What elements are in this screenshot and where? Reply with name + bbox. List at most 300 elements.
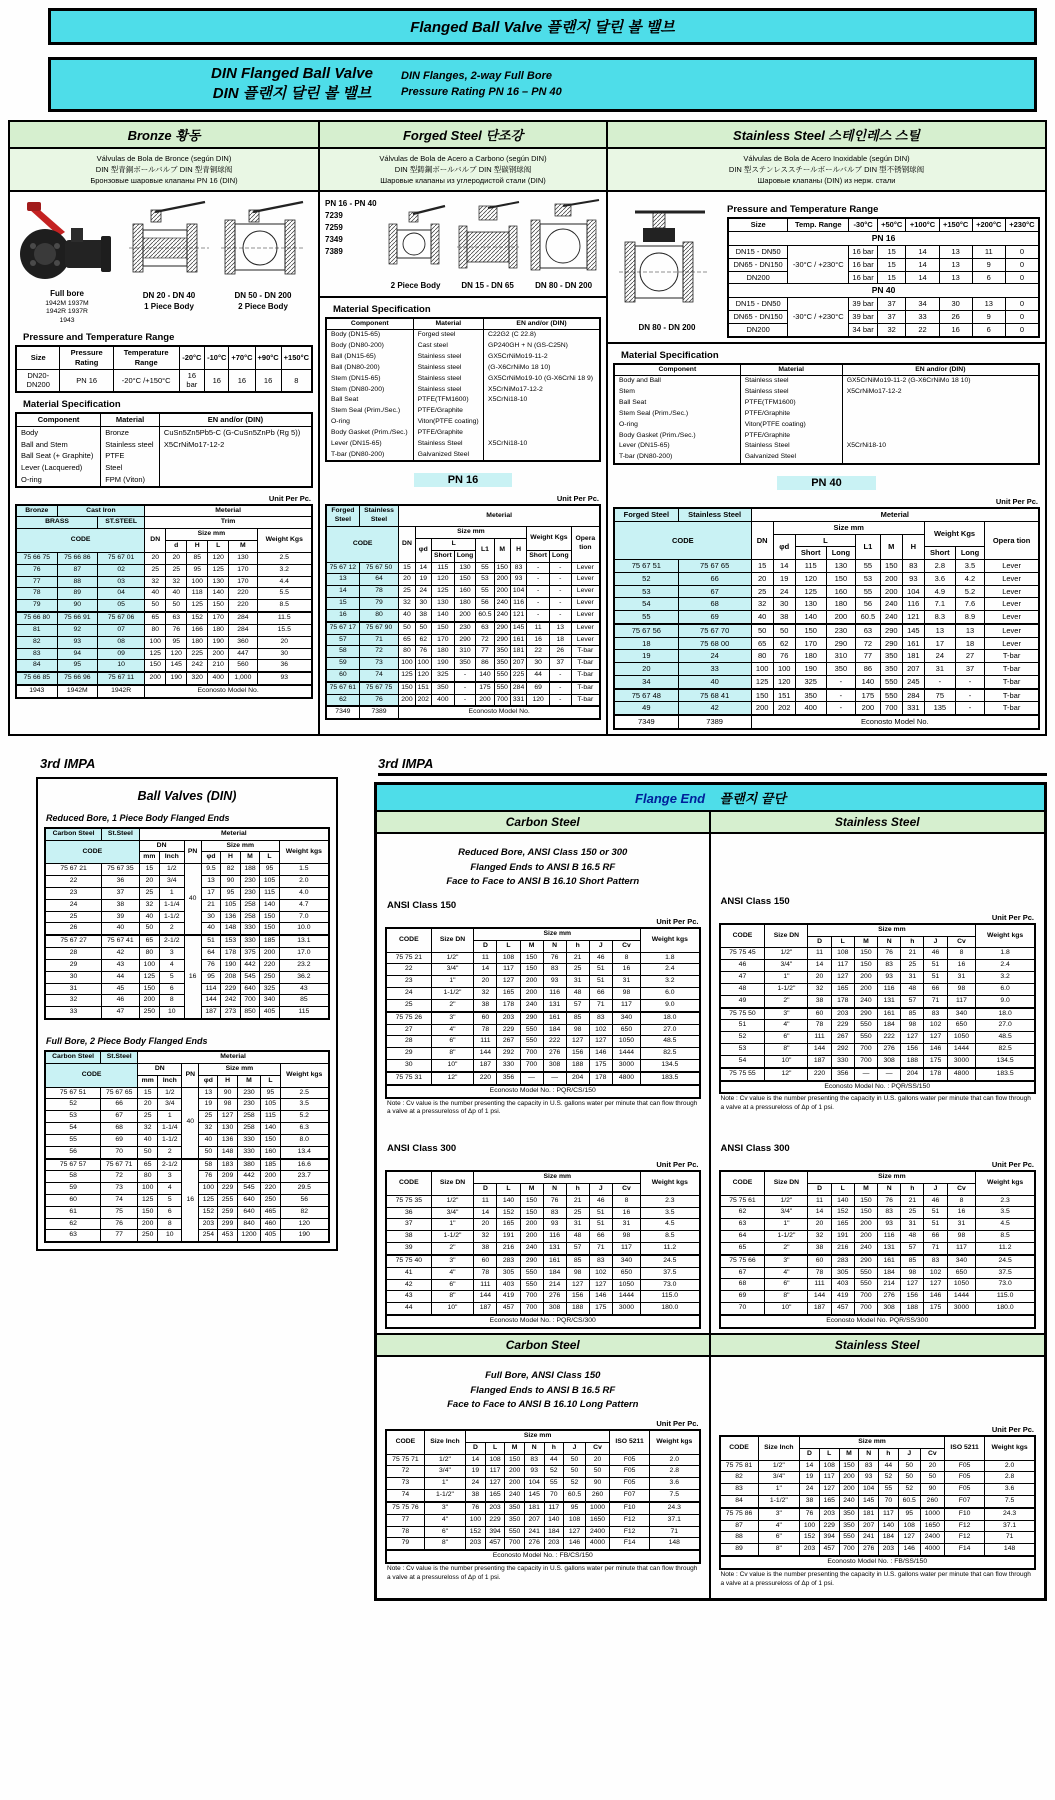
cell: 156 — [566, 1048, 589, 1060]
cell: 320 — [187, 672, 208, 685]
cell: 258 — [240, 911, 260, 923]
cell: 22 — [527, 646, 550, 658]
cell: 14 — [800, 1460, 820, 1472]
diagram-2pc-body: DN 50 - DN 200 2 Piece Body — [219, 198, 307, 312]
cell: 8 — [612, 1195, 640, 1207]
cell: L — [260, 852, 280, 864]
cell: 13 — [939, 258, 972, 271]
cell: 14 — [474, 1207, 497, 1219]
cell: 75 — [101, 1206, 138, 1218]
cell: 70 — [544, 1490, 564, 1502]
cell: Cv — [612, 940, 640, 952]
cell: 37 — [102, 887, 140, 899]
cell: 90 — [920, 1484, 944, 1496]
cell: 350 — [839, 1508, 859, 1520]
cell: 325 — [431, 670, 454, 682]
cell: X5CrNiMo17-12-2 — [484, 385, 600, 396]
cell: 150 — [208, 600, 229, 612]
cell: — — [878, 1068, 901, 1081]
cell: X5CrNiMo17-12-2 — [159, 439, 312, 451]
cell: 102 — [924, 1267, 947, 1279]
cell: 71 — [359, 634, 399, 646]
cell: 37 — [955, 663, 984, 676]
cell: L1 — [476, 538, 494, 562]
cell: 31 — [566, 976, 589, 988]
cell: 156 — [901, 1291, 924, 1303]
bottom-left — [36, 752, 338, 1252]
cell: 16 — [939, 323, 972, 336]
cell: F07 — [944, 1495, 984, 1507]
cell: 14 — [906, 246, 939, 259]
cell: CODE — [386, 1171, 431, 1195]
cell: 30 — [386, 1060, 431, 1072]
cell: 2" — [431, 1243, 474, 1255]
cell: 40 — [751, 611, 773, 624]
cell: 34 — [906, 298, 939, 311]
cell: D — [466, 1442, 486, 1454]
cell: Component — [614, 364, 740, 376]
cell: 39 — [102, 911, 140, 923]
cell: 241 — [524, 1526, 544, 1538]
cell: 38 — [800, 1495, 820, 1507]
cell: 95 — [260, 864, 280, 876]
cell: 72 — [856, 637, 881, 650]
cell: 82 — [720, 1472, 759, 1484]
cell: 130 — [795, 598, 826, 611]
cell: 120 — [208, 552, 229, 564]
cell: Stainless steel — [413, 352, 483, 363]
cell: 220 — [260, 959, 280, 971]
cell: 134.5 — [641, 1060, 700, 1072]
cell: 203 — [466, 1538, 486, 1550]
cell: 200 — [476, 694, 494, 706]
cell: 125 — [138, 1194, 158, 1206]
cell: N — [543, 1183, 566, 1195]
cell: 66 — [924, 983, 947, 995]
cell: 18 — [550, 634, 572, 646]
cell: 32 — [138, 1123, 158, 1135]
cell: 36.2 — [279, 971, 329, 983]
cell: 140 — [260, 899, 280, 911]
cell: 150 — [260, 923, 280, 935]
cell: F05 — [944, 1460, 984, 1472]
cell: 32 — [166, 576, 187, 588]
cell: 22 — [906, 323, 939, 336]
cell: 1050 — [947, 1279, 976, 1291]
fb150-cs-table — [385, 1429, 701, 1564]
cell: Stainless steel — [740, 387, 842, 398]
cell: 73.0 — [641, 1279, 700, 1291]
cell: 75 67 61 — [326, 682, 359, 694]
cell: 83 — [543, 1207, 566, 1219]
cell: 250 — [260, 971, 280, 983]
cell: 115.0 — [641, 1291, 700, 1303]
cell: 200 — [880, 585, 902, 598]
cell: 75 75 26 — [386, 1012, 431, 1024]
cell: 140 — [476, 670, 494, 682]
cell: 203 — [199, 1218, 218, 1230]
cell: 11 — [527, 622, 550, 634]
cell: 187 — [474, 1060, 497, 1072]
cell: 14 — [808, 1207, 831, 1219]
cell: 1650 — [920, 1520, 944, 1532]
cell: 4 — [160, 959, 184, 971]
cell: T-bar — [571, 646, 600, 658]
cell: 250 — [139, 1007, 159, 1019]
cell: Cv — [920, 1448, 944, 1460]
cell: 115.0 — [976, 1291, 1035, 1303]
cell: 207 — [859, 1520, 879, 1532]
cell: Size mm — [466, 1430, 610, 1442]
cell: 1" — [758, 1484, 800, 1496]
cell: PTFE — [101, 450, 160, 462]
cell: 50 — [166, 600, 187, 612]
cell: 02 — [98, 564, 145, 576]
cell: 152 — [466, 1526, 486, 1538]
cell: Size DN — [765, 924, 808, 948]
cell: 88 — [57, 576, 97, 588]
cell: Econosto Model No. : PQR/CS/300 — [386, 1315, 700, 1328]
cell: 183.5 — [976, 1068, 1035, 1081]
material-columns — [8, 120, 1047, 736]
cell: 180.0 — [641, 1303, 700, 1315]
cell: 3/4" — [765, 960, 808, 972]
cell: 95 — [187, 564, 208, 576]
cell: 8 — [612, 952, 640, 964]
cell: 25 — [139, 887, 159, 899]
cell: 152 — [831, 1207, 854, 1219]
cell: 66 — [101, 1099, 138, 1111]
cell: 69 — [678, 611, 751, 624]
stainless-fullbore-column — [711, 1357, 1045, 1599]
cell: Stem Seal (Prim./Sec.) — [326, 406, 413, 417]
cell: 93 — [902, 572, 924, 585]
cell: 11 — [474, 952, 497, 964]
cell: 28 — [45, 948, 102, 960]
cell: 330 — [237, 1134, 261, 1146]
cell: 52 — [544, 1466, 564, 1478]
cell: 90 — [57, 600, 97, 612]
cell: 152 — [199, 1206, 218, 1218]
cell: 457 — [497, 1303, 520, 1315]
cell: H — [187, 541, 208, 553]
cell: 150 — [854, 960, 877, 972]
cell: 68 — [678, 598, 751, 611]
cell: 3" — [758, 1508, 800, 1520]
cell: L — [485, 1442, 505, 1454]
cell: 32 — [751, 598, 773, 611]
cell: 76 — [166, 624, 187, 636]
cell: 75 67 65 — [101, 1087, 138, 1099]
cell: Weight Kgs — [924, 521, 984, 547]
cell: -30°C / +230°C — [788, 246, 849, 284]
cell: 2.5 — [257, 552, 312, 564]
cell: - — [826, 675, 855, 688]
din-full-table — [44, 1050, 330, 1243]
cell: 21 — [901, 1195, 924, 1207]
cell: 330 — [831, 1055, 854, 1067]
cell: 51 — [589, 964, 612, 976]
stainless-pt-heading: Pressure and Temperature Range — [727, 204, 879, 216]
cell: 51 — [201, 935, 221, 947]
cell: 117 — [612, 1243, 640, 1255]
cell: 15 — [326, 598, 359, 610]
cell: 56 — [856, 598, 881, 611]
cell: Size DN — [431, 1171, 474, 1195]
cell: 7.0 — [279, 911, 329, 923]
cell: Lever — [985, 585, 1039, 598]
cell: 4800 — [947, 1068, 976, 1081]
cell: 2 — [160, 923, 184, 935]
cell: Econosto Model No. — [399, 706, 600, 719]
cell: F05 — [610, 1454, 650, 1466]
cell: 16 — [205, 369, 229, 392]
cell: h — [901, 936, 924, 948]
cell: GX5CrNiMo19-10 (G-X6CrNi 18 9) — [484, 374, 600, 385]
cell: 33 — [678, 663, 751, 676]
cell: 330 — [497, 1060, 520, 1072]
cell: M — [520, 940, 543, 952]
cell: 3" — [431, 1012, 474, 1024]
cell: Size mm — [166, 529, 257, 541]
cell: 148 — [985, 1544, 1035, 1556]
cell: +50°C — [877, 218, 906, 231]
cell: 6.3 — [280, 1123, 329, 1135]
cell: N — [878, 1183, 901, 1195]
cell: 15 — [877, 246, 906, 259]
forged-ms-heading: Material Specification — [333, 303, 431, 315]
cell: h — [544, 1442, 564, 1454]
cell: 104 — [859, 1484, 879, 1496]
cell: 4" — [431, 1024, 474, 1036]
cell: 700 — [839, 1544, 859, 1556]
cell: CODE — [45, 1063, 138, 1087]
cell: 650 — [947, 1020, 976, 1032]
cell: 8.5 — [976, 1231, 1035, 1243]
cell: 7.5 — [650, 1490, 700, 1502]
cell: 65 — [139, 935, 159, 947]
forged-section — [320, 122, 608, 734]
cell: 6" — [765, 1032, 808, 1044]
cell: 1" — [765, 972, 808, 984]
cell: 81 — [16, 624, 57, 636]
cell: 144 — [474, 1048, 497, 1060]
cell: 453 — [218, 1230, 237, 1242]
cell: 127 — [485, 1478, 505, 1490]
cell: 283 — [831, 1255, 854, 1267]
cell: - — [454, 670, 476, 682]
unit-label: Unit Per Pc. — [656, 1419, 699, 1428]
cell: 350 — [505, 1502, 525, 1514]
bronze-section — [10, 122, 320, 734]
cv-note: Note : Cv value is the number presenting the capacity in U.S. gallons water per minute that can flow through a valve at a pressureloss of Δp of 1 psi. — [387, 1565, 698, 1581]
cell: 76 — [466, 1502, 486, 1514]
forged-ms-table — [325, 317, 601, 463]
cell: 156 — [901, 1044, 924, 1056]
cell: 76 — [800, 1508, 820, 1520]
cell: 75 67 90 — [359, 622, 399, 634]
cell: 43 — [102, 959, 140, 971]
cell: 98 — [566, 1024, 589, 1036]
cell: 93 — [878, 972, 901, 984]
cell: 284 — [510, 682, 526, 694]
cell: 145 — [166, 660, 187, 672]
cell: 64 — [359, 574, 399, 586]
cell: 419 — [831, 1291, 854, 1303]
cell: H — [510, 538, 526, 562]
cell: Stainless steel — [413, 374, 483, 385]
cell: 1 — [158, 1111, 182, 1123]
cell: FPM (Viton) — [101, 474, 160, 487]
cell: 19 — [614, 650, 678, 663]
cell: 1/2" — [431, 952, 474, 964]
cell: Size DN — [431, 928, 474, 952]
cell: Forged steel — [413, 330, 483, 341]
cell: 76 — [543, 952, 566, 964]
cell: Weight kgs — [280, 1063, 329, 1087]
cell: Short — [431, 550, 454, 562]
cell: Stainless Steel — [359, 505, 399, 526]
cell: 40 — [166, 588, 187, 600]
cell: 150 — [795, 624, 826, 637]
cell: 550 — [494, 670, 510, 682]
cell: 10 — [98, 660, 145, 672]
cell: M — [505, 1442, 525, 1454]
cell: 127 — [924, 1032, 947, 1044]
cell: 442 — [240, 959, 260, 971]
cell: 170 — [229, 576, 257, 588]
cell — [484, 417, 600, 428]
cell: Galvanized Steel — [413, 450, 483, 462]
cell — [842, 409, 1039, 420]
cell: Meterial — [138, 1051, 329, 1063]
cell: 240 — [520, 999, 543, 1011]
cell: Long — [826, 547, 855, 560]
impa-heading: 3rd IMPA — [378, 756, 1047, 776]
cell: L — [208, 541, 229, 553]
cell: 70 — [720, 1303, 765, 1315]
cell: Inch — [158, 1075, 182, 1087]
cell: 75 67 17 — [326, 622, 359, 634]
cell: 150 — [260, 911, 280, 923]
cell: 130 — [218, 1123, 237, 1135]
cell: Size mm — [808, 924, 976, 936]
cell: 3.6 — [650, 1478, 700, 1490]
cell: - — [550, 598, 572, 610]
cell: 52 — [45, 1099, 101, 1111]
unit-label: Unit Per Pc. — [656, 1160, 699, 1170]
cell: 457 — [485, 1538, 505, 1550]
cell: 78 — [386, 1526, 424, 1538]
ansi300-ss-table — [719, 1170, 1037, 1329]
cell: 1650 — [585, 1514, 609, 1526]
cell: 400 — [208, 672, 229, 685]
cell: J — [898, 1448, 920, 1460]
cell: 57 — [901, 1242, 924, 1254]
cell: X5CrNiMo17-12-2 — [842, 387, 1039, 398]
material-headers-2 — [377, 1333, 1044, 1357]
cell: 8.0 — [280, 1134, 329, 1146]
cell: 50 — [585, 1466, 609, 1478]
cell: 1,000 — [229, 672, 257, 685]
cell: 83 — [524, 1454, 544, 1466]
flange-end-band — [377, 785, 1044, 812]
cell: 36 — [386, 1207, 431, 1219]
cell: 24.5 — [976, 1255, 1035, 1267]
cell: 2.4 — [641, 964, 700, 976]
cell: 25 — [751, 585, 773, 598]
cell: 214 — [543, 1279, 566, 1291]
cell: 700 — [240, 995, 260, 1007]
cell: Short — [924, 547, 955, 560]
cell: 1050 — [947, 1032, 976, 1044]
cell: 80 — [751, 650, 773, 663]
cell: -30°C / +230°C — [788, 298, 849, 337]
stainless-pt-table — [727, 217, 1040, 337]
cell: 32 — [399, 598, 415, 610]
cell: 48.5 — [976, 1032, 1035, 1044]
cell: 31 — [901, 972, 924, 984]
stainless-section — [608, 122, 1045, 734]
cell: 85 — [566, 1255, 589, 1267]
cell: 40 — [399, 609, 415, 621]
cell: 4000 — [920, 1544, 944, 1556]
cell: 2-1/2 — [160, 935, 184, 947]
forged-diagram-small: 2 Piece Body — [383, 198, 449, 291]
cell: 20 — [139, 876, 159, 888]
cell: EN and/or (DIN) — [842, 364, 1039, 376]
cell: 15 — [877, 271, 906, 284]
cell: 57 — [566, 999, 589, 1011]
cell: 14 — [906, 271, 939, 284]
cell: 57 — [326, 634, 359, 646]
cell: L1 — [856, 534, 881, 560]
cell: 19 — [415, 574, 431, 586]
cell: 50 — [898, 1472, 920, 1484]
cell: 111 — [474, 1036, 497, 1048]
cell: 50 — [199, 1146, 218, 1158]
cell: 40 — [678, 675, 751, 688]
cv-note: Note : Cv value is the number presenting the capacity in U.S. gallons water per minute that can flow through a valve at a pressureloss of Δp of 1 psi. — [720, 1570, 1031, 1587]
cell: PTFE(TFM1600) — [413, 395, 483, 406]
cell: 3" — [765, 1008, 808, 1020]
cell: 400 — [431, 694, 454, 706]
cell — [484, 450, 600, 462]
cell: 116 — [878, 983, 901, 995]
cell: 80 — [139, 948, 159, 960]
cell: 16 — [527, 634, 550, 646]
cell: 131 — [543, 1243, 566, 1255]
cell: 1000 — [920, 1508, 944, 1520]
cell: 305 — [831, 1267, 854, 1279]
cell: φd — [201, 852, 221, 864]
cell: PTFE/Graphite — [413, 406, 483, 417]
cell: 13 — [924, 624, 955, 637]
cell: 650 — [612, 1024, 640, 1036]
cell: Lever — [571, 574, 600, 586]
cell: 188 — [901, 1055, 924, 1067]
cell: 151 — [415, 682, 431, 694]
cell: 29 — [45, 959, 102, 971]
cell: 30 — [201, 911, 221, 923]
cell: 202 — [415, 694, 431, 706]
cell: 38 — [102, 899, 140, 911]
cell: 290 — [854, 1008, 877, 1020]
cell: 40 — [184, 864, 201, 935]
cell: 16 — [229, 369, 255, 392]
cell: EN and/or (DIN) — [159, 413, 312, 426]
cell: Cv — [947, 936, 976, 948]
